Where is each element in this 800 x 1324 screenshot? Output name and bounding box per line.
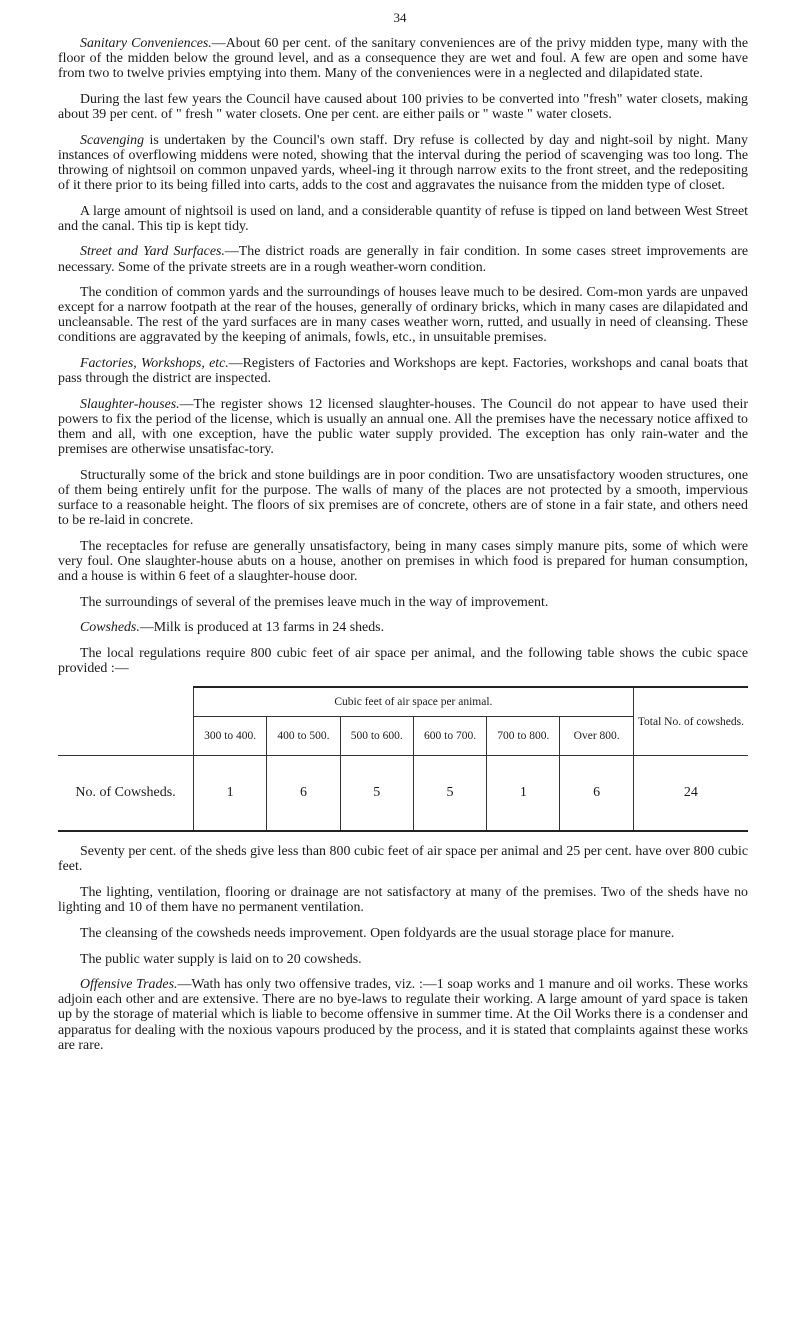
table-row — [58, 756, 748, 832]
paragraph-refuse-receptacles: The receptacles for refuse are generally unsatisfactory, being in many cases simply manure pits, some of which were very foul. One slaughter-house abuts on a house, another on premises in which food is prepared for human consumption, and a house is within 6 feet of a slaughter-house door. — [58, 538, 748, 585]
paragraph-text: —Wath has only two offensive trades, viz. :—1 soap works and 1 manure and oil works. These works adjoin each other and are extensive. There are no bye-laws to regulate their working. A large amount of yard space is taken up by the storage of material which is liable to become offensive in summer time. At the Oil Works there is a condenser and apparatus for dealing with the noxious vapours produced by the process, and it is stated that complaints against these works are rare. — [58, 977, 748, 1053]
heading-street-yard-surfaces: Street and Yard Surfaces. — [80, 244, 225, 260]
heading-scavenging: Scavenging — [80, 132, 145, 148]
paragraph-text: —The district roads are generally in fair condition. In some cases street improvements are necessary. Some of the private streets are in a rough weather-worn condition. — [58, 244, 748, 275]
table-column-header: 600 to 700. — [413, 717, 486, 756]
table-column-header: 700 to 800. — [487, 717, 560, 756]
paragraph-text: —Milk is produced at 13 farms in 24 sheds. — [139, 620, 385, 636]
paragraph-lighting-ventilation: The lighting, ventilation, flooring or drainage are not satisfactory at many of the premises. Two of the sheds have no lighting and 10 of them have no permanent ventilation. — [58, 885, 748, 916]
cubic-space-table — [58, 686, 748, 832]
paragraph-local-regulations: The local regulations require 800 cubic feet of air space per animal, and the following table shows the cubic space provided :— — [58, 646, 748, 677]
paragraph-cleansing: The cleansing of the cowsheds needs improvement. Open foldyards are the usual storage place for manure. — [80, 925, 675, 941]
paragraph-nightsoil: A large amount of nightsoil is used on land, and a considerable quantity of refuse is tipped on land between West Street and the canal. This tip is kept tidy. — [58, 203, 748, 234]
paragraph-seventy-per-cent: Seventy per cent. of the sheds give less than 800 cubic feet of air space per animal and 25 per cent. have over 800 cubic feet. — [58, 844, 748, 875]
paragraph-text: is undertaken by the Council's own staff. Dry refuse is collected by day and night-soil by night. Many instances of overflowing middens were noted, showing that the interval during the period of scavenging was too long. The throwing of nightsoil on common unpaved yards, wheel-ing it through narrow exits to the front street, and the redepositing of it there prior to its being filled into carts, adds to the cost and aggravates the nuisance from the midden type of closet. — [58, 132, 748, 193]
table-cell: 1 — [194, 756, 267, 832]
paragraph-fresh-water-closets: During the last few years the Council have caused about 100 privies to be converted into "fresh" water closets, making about 39 per cent. of " fresh " water closets. One per cent. are either pails or " waste " water closets. — [58, 91, 748, 122]
paragraph-street-yard-surfaces — [58, 244, 748, 274]
paragraph-text: —Registers of Factories and Workshops are kept. Factories, workshops and canal boats that pass through the district are inspected. — [58, 356, 748, 387]
paragraph-surroundings: The surroundings of several of the premises leave much in the way of improvement. — [80, 594, 549, 610]
heading-factories: Factories, Workshops, etc. — [80, 356, 229, 372]
table-cell: 5 — [340, 756, 413, 832]
table-cell: 6 — [267, 756, 340, 832]
heading-sanitary-conveniences: Sanitary Conveniences. — [80, 36, 212, 51]
table-header-row — [58, 687, 748, 717]
table-total-header: Total No. of cowsheds. — [633, 687, 748, 756]
paragraph-factories — [58, 356, 748, 386]
heading-offensive-trades: Offensive Trades. — [80, 977, 178, 993]
table-cell: 1 — [487, 756, 560, 832]
table-cell: 6 — [560, 756, 633, 832]
table-total-cell: 24 — [633, 756, 748, 832]
paragraph-water-supply: The public water supply is laid on to 20 cowsheds. — [80, 951, 362, 967]
page-number: 34 — [393, 10, 407, 25]
heading-slaughter-houses: Slaughter-houses. — [80, 396, 180, 412]
paragraph-scavenging — [58, 133, 748, 193]
document-body — [58, 36, 748, 1063]
paragraph-offensive-trades — [58, 977, 748, 1052]
paragraph-sanitary-conveniences — [58, 36, 748, 81]
paragraph-text: —About 60 per cent. of the sanitary conveniences are of the privy midden type, many with the floor of the midden below the ground level, and as a consequence they are wet and foul. A few are open and some have from two to twelve privies emptying into them. Many of the conveniences were in a neglected and dilapidated state. — [58, 36, 748, 82]
table-column-header: 300 to 400. — [194, 717, 267, 756]
paragraph-cowsheds — [58, 620, 748, 635]
table-column-header: Over 800. — [560, 717, 633, 756]
table-column-header: 400 to 500. — [267, 717, 340, 756]
table-corner-cell — [58, 687, 194, 756]
heading-cowsheds: Cowsheds. — [80, 620, 140, 636]
table-row-label: No. of Cowsheds. — [58, 756, 194, 832]
paragraph-text: —The register shows 12 licensed slaughter-houses. The Council do not appear to have used their powers to fix the period of the license, which is usually an annual one. All the premises have the necessary notice affixed to them and all, with one exception, have the public water supply provided. The exception has only rain-water and the premises are otherwise unsatisfac-tory. — [58, 396, 748, 458]
paragraph-common-yards: The condition of common yards and the surroundings of houses leave much to be desired. Com-mon yards are unpaved except for a narrow footpath at the rear of the houses, generally of ordinary bricks, which in many cases are dilapidated and uncleansable. The rest of the yard surfaces are in many cases weather worn, rutted, and usually in need of cleansing. These conditions are aggravated by the keeping of animals, fowls, etc., in unsuitable premises. — [58, 285, 748, 346]
paragraph-slaughter-houses — [58, 397, 748, 457]
paragraph-structural: Structurally some of the brick and stone buildings are in poor condition. Two are unsatisfactory wooden structures, one of them being entirely unfit for the purpose. The walls of many of the places are not protected by a smooth, impervious surface to a reasonable height. The floors of six premises are of concrete, others are of stone in a fair state, and others need to be re-laid in concrete. — [58, 467, 748, 529]
table-column-header: 500 to 600. — [340, 717, 413, 756]
table-cell: 5 — [413, 756, 486, 832]
table-group-header: Cubic feet of air space per animal. — [194, 687, 634, 717]
